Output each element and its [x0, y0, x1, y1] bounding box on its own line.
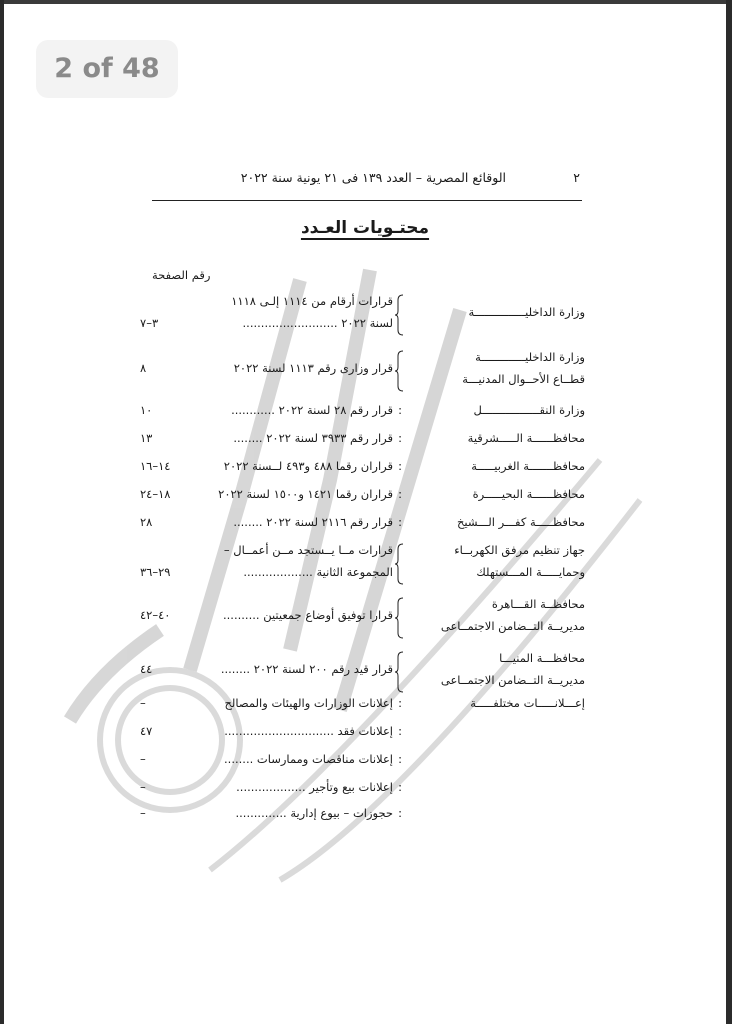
- toc-decision: [188, 780, 393, 802]
- brace-icon: [395, 350, 405, 392]
- toc-page-number: ١٨–٢٤: [140, 487, 171, 501]
- toc-decision-line: قراران رقما ٤٨٨ و٤٩٣ لــسنة ٢٠٢٢: [223, 459, 393, 473]
- toc-section-line: مديريــة التــضامن الاجتمــاعى: [440, 673, 585, 687]
- toc-page-number: ٤٤: [140, 662, 153, 676]
- colon-separator: :: [398, 431, 402, 445]
- toc-decision-line: حجوزات – بيوع إدارية ..............: [235, 806, 393, 820]
- brace-icon: [395, 651, 405, 693]
- toc-decision-line: إعلانات بيع وتأجير ...................: [236, 780, 393, 794]
- toc-section-line: وزارة الداخليـــــــــــــة: [475, 350, 585, 364]
- toc-section: [407, 543, 585, 587]
- toc-decision: [188, 752, 393, 774]
- toc-decision: [188, 696, 393, 718]
- toc-decision-line: قرارات أرقام من ١١١٤ إلـى ١١١٨: [231, 294, 393, 308]
- toc-page-number: –: [140, 806, 146, 820]
- toc-section-line: جهاز تنظيم مرفق الكهربــاء: [454, 543, 585, 557]
- toc-decision: [188, 724, 393, 746]
- toc-section: [407, 696, 585, 718]
- toc-section-line: محافظـــــة كفـــر الـــشيخ: [456, 515, 585, 529]
- header-title: الوقائع المصرية – العدد ١٣٩ فى ٢١ يونية سنة ٢٠٢٢: [240, 170, 506, 185]
- toc-page-number: ٤٧: [140, 724, 153, 738]
- toc-section: [407, 487, 585, 509]
- header-page-number: ٢: [573, 170, 580, 185]
- toc-decision: [188, 361, 393, 383]
- toc-section-line: محافظــة القـــاهرة: [491, 597, 585, 611]
- header-divider: [152, 200, 582, 201]
- toc-page-number: –: [140, 696, 146, 710]
- toc-section-line: محافظــــــة الـــــشرقية: [467, 431, 585, 445]
- toc-section: [407, 597, 585, 641]
- brace-icon: [395, 294, 405, 336]
- toc-decision-line: لسنة ٢٠٢٢ ..........................: [242, 316, 393, 330]
- toc-decision-line: قرار رقم ٣٩٣٣ لسنة ٢٠٢٢ ........: [233, 431, 393, 445]
- toc-page-number: ١٤–١٦: [140, 459, 171, 473]
- toc-decision: [188, 662, 393, 684]
- colon-separator: :: [398, 515, 402, 529]
- toc-page-number: –: [140, 780, 146, 794]
- toc-section: [407, 459, 585, 481]
- toc-decision-line: إعلانات فقد ..............................: [224, 724, 393, 738]
- toc-decision: [188, 806, 393, 828]
- colon-separator: :: [398, 696, 402, 710]
- window-left-border: [0, 0, 4, 1024]
- toc-section-line: وحمايـــــة المـــستهلك: [476, 565, 585, 579]
- toc-section-line: وزارة النقـــــــــــــــــل: [473, 403, 585, 417]
- toc-section-line: إعـــلانـــــات مختلفـــــة: [470, 696, 585, 710]
- toc-decision: [188, 515, 393, 537]
- contents-title: محتـويات العـدد: [300, 218, 430, 238]
- toc-page-number: ١٠: [140, 403, 153, 417]
- brace-icon: [395, 543, 405, 585]
- page-number-column-label: رقم الصفحة: [152, 268, 211, 282]
- brace-icon: [395, 597, 405, 639]
- toc-section: [407, 305, 585, 327]
- toc-decision: [188, 294, 393, 338]
- toc-section-line: وزارة الداخليـــــــــــــــة: [468, 305, 585, 319]
- toc-section: [407, 350, 585, 394]
- toc-section-line: محافظـــــــة الغربيـــــة: [471, 459, 585, 473]
- toc-section-line: محافظــــــة البحيـــــرة: [472, 487, 585, 501]
- page-header: [150, 170, 580, 192]
- toc-section: [407, 515, 585, 537]
- colon-separator: :: [398, 806, 402, 820]
- toc-decision-line: إعلانات الوزارات والهيئات والمصالح: [224, 696, 393, 710]
- toc-decision-line: قرار وزارى رقم ١١١٣ لسنة ٢٠٢٢: [233, 361, 393, 375]
- toc-section: [407, 651, 585, 695]
- toc-decision: [188, 431, 393, 453]
- toc-section: [407, 403, 585, 425]
- toc-section: [407, 431, 585, 453]
- colon-separator: :: [398, 752, 402, 766]
- toc-decision-line: قراران رقما ١٤٢١ و١٥٠٠ لسنة ٢٠٢٢: [218, 487, 393, 501]
- toc-page-number: ٨: [140, 361, 147, 375]
- colon-separator: :: [398, 403, 402, 417]
- toc-decision-line: قرار قيد رقم ٢٠٠ لسنة ٢٠٢٢ ........: [220, 662, 393, 676]
- toc-page-number: ٣–٧: [140, 316, 159, 330]
- toc-decision: [188, 608, 393, 630]
- toc-decision: [188, 459, 393, 481]
- toc-decision-line: قرارا توفيق أوضاع جمعيتين ..........: [222, 608, 393, 622]
- toc-page-number: ٤٠–٤٢: [140, 608, 171, 622]
- toc-decision: [188, 543, 393, 587]
- toc-section-line: محافظـــة المنيـــا: [499, 651, 585, 665]
- toc-decision-line: قرار رقم ٢٨ لسنة ٢٠٢٢ ............: [231, 403, 393, 417]
- page-counter-badge: 2 of 48: [36, 40, 178, 98]
- toc-section-line: مديريــة التــضامن الاجتمــاعى: [440, 619, 585, 633]
- toc-page-number: ٢٩–٣٦: [140, 565, 171, 579]
- colon-separator: :: [398, 459, 402, 473]
- colon-separator: :: [398, 487, 402, 501]
- toc-decision-line: المجموعة الثانية ...................: [243, 565, 393, 579]
- toc-page-number: ٢٨: [140, 515, 153, 529]
- toc-decision-line: قرار رقم ٢١١٦ لسنة ٢٠٢٢ ........: [233, 515, 393, 529]
- toc-decision-line: إعلانات مناقصات وممارسات ........: [224, 752, 393, 766]
- toc-decision: [188, 403, 393, 425]
- toc-page-number: –: [140, 752, 146, 766]
- toc-decision-line: قرارات مــا يــستجد مــن أعمــال –: [223, 543, 393, 557]
- toc-section-line: قطــاع الأحــوال المدنيـــة: [462, 372, 585, 386]
- colon-separator: :: [398, 780, 402, 794]
- colon-separator: :: [398, 724, 402, 738]
- window-right-border: [726, 0, 732, 1024]
- window-top-border: [0, 0, 732, 4]
- toc-decision: [188, 487, 393, 509]
- toc-page-number: ١٣: [140, 431, 153, 445]
